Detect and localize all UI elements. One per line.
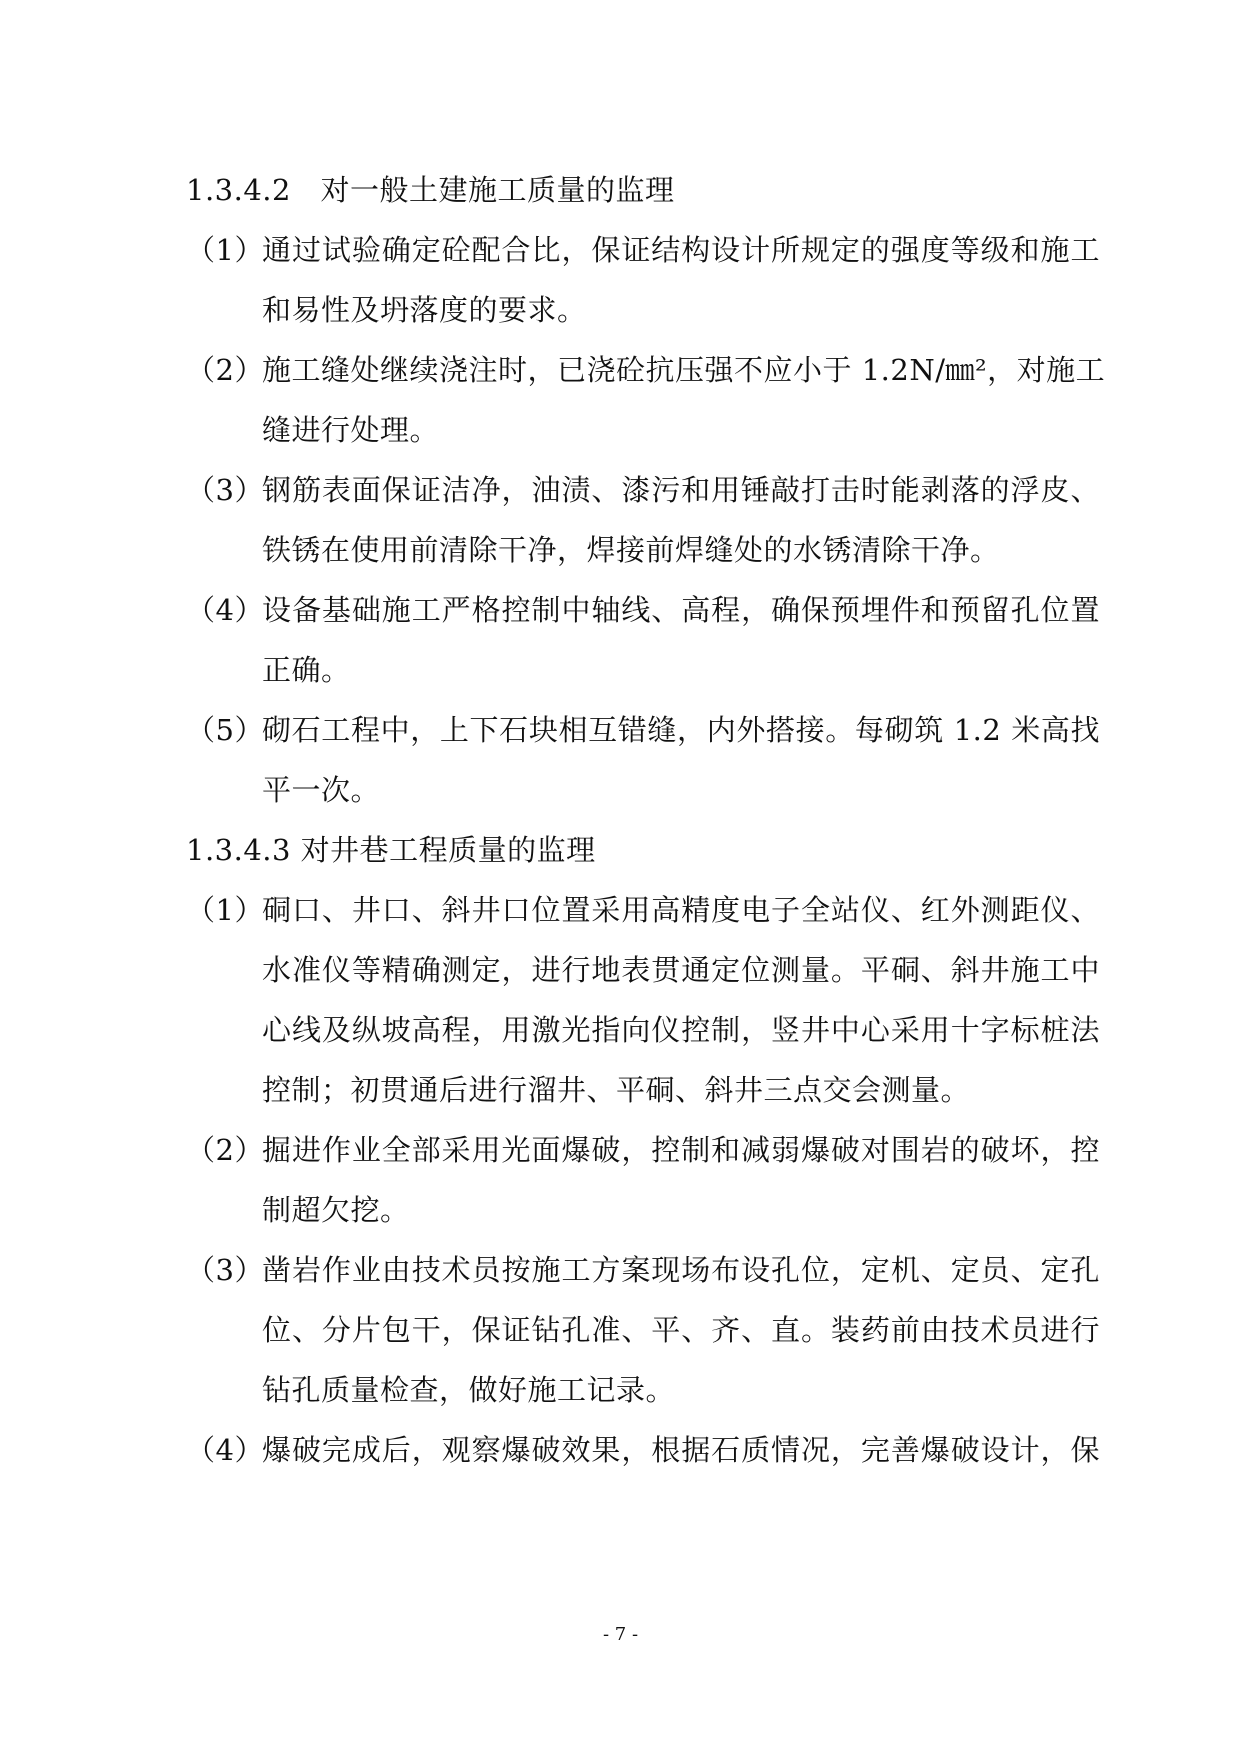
list-item-marker: （5） [186,713,264,747]
list-item-marker: （2） [186,353,264,387]
list-item-marker: （3） [186,1253,264,1287]
list-item-marker: （4） [186,1433,264,1467]
list-item-marker: （2） [186,1133,264,1167]
list-item-text: 设备基础施工严格控制中轴线、高程，确保预埋件和预留孔位置 [262,593,1100,627]
list-item-marker: （1） [186,233,264,267]
list-item-text: 缝进行处理。 [262,413,440,447]
list-item-text: 平一次。 [262,773,381,807]
list-item-marker: （3） [186,473,264,507]
list-item-text: 心线及纵坡高程，用激光指向仪控制，竖井中心采用十字标桩法 [262,1013,1100,1047]
list-item-text: 砌石工程中，上下石块相互错缝，内外搭接。每砌筑 1.2 米高找 [262,713,1100,747]
list-item-text: 控制；初贯通后进行溜井、平硐、斜井三点交会测量。 [262,1073,971,1107]
list-item-text: 施工缝处继续浇注时，已浇砼抗压强不应小于 1.2N/㎜²，对施工 [262,353,1106,387]
list-item-text: 正确。 [262,653,351,687]
list-item-text: 硐口、井口、斜井口位置采用高精度电子全站仪、红外测距仪、 [262,893,1100,927]
list-item-text: 掘进作业全部采用光面爆破，控制和减弱爆破对围岩的破坏，控 [262,1133,1100,1167]
page-number: - 7 - [602,1624,639,1645]
list-item-text: 通过试验确定砼配合比，保证结构设计所规定的强度等级和施工 [262,233,1100,267]
section-heading: 1.3.4.3 对井巷工程质量的监理 [186,833,596,867]
list-item-marker: （4） [186,593,264,627]
list-item-text: 和易性及坍落度的要求。 [262,293,587,327]
list-item-text: 凿岩作业由技术员按施工方案现场布设孔位，定机、定员、定孔 [262,1253,1100,1287]
list-item-text: 钻孔质量检查，做好施工记录。 [262,1373,676,1407]
list-item-text: 铁锈在使用前清除干净，焊接前焊缝处的水锈清除干净。 [262,533,1000,567]
list-item-text: 钢筋表面保证洁净，油渍、漆污和用锤敲打击时能剥落的浮皮、 [262,473,1100,507]
list-item-text: 水准仪等精确测定，进行地表贯通定位测量。平硐、斜井施工中 [262,953,1100,987]
section-heading: 1.3.4.2 对一般土建施工质量的监理 [186,173,675,207]
list-item-text: 位、分片包干，保证钻孔准、平、齐、直。装药前由技术员进行 [262,1313,1100,1347]
list-item-marker: （1） [186,893,264,927]
list-item-text: 爆破完成后，观察爆破效果，根据石质情况，完善爆破设计，保 [262,1433,1100,1467]
list-item-text: 制超欠挖。 [262,1193,410,1227]
